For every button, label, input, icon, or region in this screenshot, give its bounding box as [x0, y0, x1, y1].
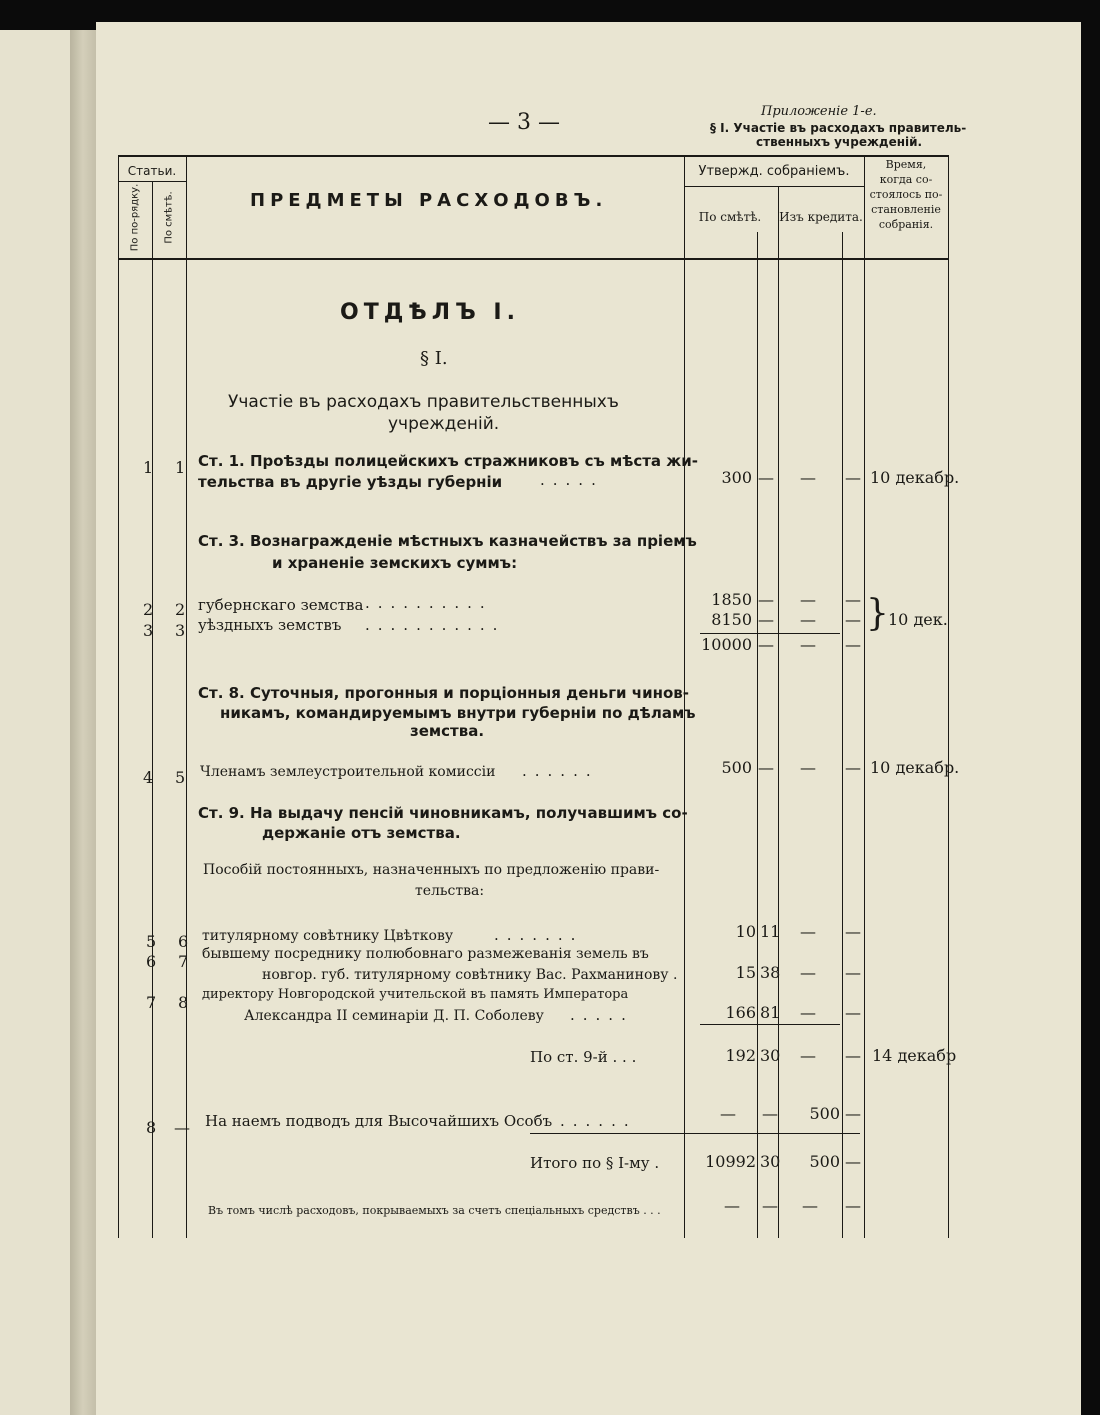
row-2-dash-2: —	[800, 590, 816, 609]
row-6-value: 15	[735, 963, 756, 982]
th-title: ПРЕДМЕТЫ РАСХОДОВЪ.	[250, 190, 608, 211]
row-8-dash-1: —	[720, 1104, 736, 1123]
vline-left	[118, 155, 119, 1238]
row-4-value: 500	[721, 758, 752, 777]
row-5-est: 6	[178, 932, 189, 951]
row-5-num: 5	[146, 932, 157, 951]
row-2-est: 2	[175, 600, 186, 619]
row-3-dash-2: —	[800, 610, 816, 629]
table-header-rule	[118, 258, 948, 260]
row-4-dash-3: —	[845, 758, 861, 777]
pos-text-2: тельства:	[415, 883, 485, 899]
subtotal-3-value: 10000	[701, 635, 752, 654]
st3-text-2: и храненіе земскихъ суммъ:	[272, 554, 518, 572]
st9-text-1: Ст. 9. На выдачу пенсій чиновникамъ, получавшимъ со-	[198, 804, 688, 822]
row-7-dash-1: —	[800, 1003, 816, 1022]
row-7-dash-3: —	[845, 1003, 861, 1022]
subtotal-3-dash-1: —	[758, 635, 774, 654]
th-time-2: когда со-	[879, 173, 933, 186]
row-6-text-2: новгор. губ. титулярному совѣтнику Вас. Рахманинову .	[262, 967, 678, 983]
row-2-text: губернскаго земства	[198, 596, 364, 614]
row-8-num: 8	[146, 1118, 157, 1137]
row-6-text-1: бывшему посреднику полюбовнаго размежеванія земель въ	[202, 946, 649, 962]
row-1-date: 10 декабр.	[870, 468, 960, 487]
row-1-dash-1: —	[758, 468, 774, 487]
book-gutter	[70, 30, 96, 1415]
total-9-value: 192	[725, 1046, 756, 1065]
row-1-dots: .....	[540, 471, 604, 489]
st3-text-1: Ст. 3. Вознагражденіе мѣстныхъ казначействъ за пріемъ	[198, 532, 697, 550]
row-2-num: 2	[143, 600, 154, 619]
vline-kop1	[757, 232, 758, 1238]
st9-text-2: держаніе отъ земства.	[262, 824, 461, 842]
total-9-dash-1: —	[800, 1046, 816, 1065]
th-from-credit: Изъ кредита.	[779, 210, 863, 224]
total-dash-3: —	[845, 1152, 861, 1171]
pos-text-1: Пособій постоянныхъ, назначенныхъ по предложенію прави-	[203, 862, 660, 878]
row-5-dash-1: —	[800, 922, 816, 941]
row-2-dots: ..........	[365, 594, 493, 612]
vline-kop2	[842, 232, 843, 1238]
total-9-dash-3: —	[845, 1046, 861, 1065]
row-7-kop: 81	[760, 1003, 781, 1022]
row-3-est: 3	[175, 621, 186, 640]
vline-col2	[186, 155, 187, 1238]
row-7-num: 7	[146, 993, 157, 1012]
total-label: Итого по § I-му .	[530, 1154, 660, 1172]
section-subtitle-1: Участіе въ расходахъ правительственныхъ	[228, 392, 619, 412]
row-7-text-2: Александра II семинаріи Д. П. Соболеву	[244, 1008, 544, 1024]
vline-time	[864, 155, 865, 1238]
special-dash-2: —	[762, 1196, 778, 1215]
special-dash-4: —	[845, 1196, 861, 1215]
row-1-value: 300	[721, 468, 752, 487]
th-time-3: стоялось по-	[869, 188, 943, 201]
row-1-text-1: Ст. 1. Проѣзды полицейскихъ стражниковъ съ мѣста жи-	[198, 452, 698, 470]
row-4-est: 5	[175, 768, 186, 787]
section-paragraph: § I.	[420, 348, 448, 369]
st8-text-1: Ст. 8. Суточныя, прогонныя и порціонныя деньги чинов-	[198, 684, 689, 702]
row-1-est: 1	[175, 458, 186, 477]
row-1-dash-3: —	[845, 468, 861, 487]
row-8-dash-3: —	[845, 1104, 861, 1123]
row-2-dash-3: —	[845, 590, 861, 609]
th-time-4: становленіе	[871, 203, 941, 216]
row-6-est: 7	[178, 952, 189, 971]
total-kop: 30	[760, 1152, 781, 1171]
th-by-estimate: По смѣтѣ.	[163, 191, 175, 244]
th-by-order: По по-рядку.	[129, 183, 141, 252]
vline-credit	[778, 186, 779, 1238]
row-6-num: 6	[146, 952, 157, 971]
section-subtitle-2: учрежденій.	[388, 414, 500, 434]
row-8-dash-2: —	[762, 1104, 778, 1123]
row-4-dash-2: —	[800, 758, 816, 777]
subtotal-3-rule	[700, 633, 840, 634]
brace: }	[866, 593, 889, 634]
row-4-num: 4	[143, 768, 154, 787]
row-7-value: 166	[725, 1003, 756, 1022]
appendix-label: Приложеніе 1-е.	[761, 104, 877, 119]
total-9-rule	[700, 1024, 840, 1025]
st8-text-3: земства.	[410, 722, 485, 740]
table-top-rule	[118, 155, 948, 157]
row-7-est: 8	[178, 993, 189, 1012]
vline-col1	[152, 181, 153, 1238]
row-7-text-1: директору Новгородской учительской въ память Императора	[202, 987, 629, 1002]
row-6-dash-3: —	[845, 963, 861, 982]
row-4-date: 10 декабр.	[870, 758, 960, 777]
row-7-dots: .....	[570, 1006, 634, 1024]
th-time-5: собранія.	[878, 218, 934, 231]
special-text: Въ томъ числѣ расходовъ, покрываемыхъ за счетъ спеціальныхъ средствъ . . .	[208, 1204, 661, 1217]
row-6-dash-1: —	[800, 963, 816, 982]
total-9-kop: 30	[760, 1046, 781, 1065]
row-1-text-2: тельства въ другіе уѣзды губерніи	[198, 473, 503, 491]
row-1-num: 1	[143, 458, 154, 477]
row-3-dash-3: —	[845, 610, 861, 629]
left-page-edge	[0, 30, 70, 1415]
vline-right	[948, 155, 949, 1238]
row-5-text: титулярному совѣтнику Цвѣткову	[202, 928, 454, 944]
section-title: ОТДѢЛЪ I.	[340, 300, 520, 325]
row-3-date: 10 дек.	[888, 610, 948, 629]
st8-text-2: никамъ, командируемымъ внутри губерніи по дѣламъ	[220, 704, 696, 722]
row-3-value: 8150	[711, 610, 752, 629]
row-5-value: 10	[735, 922, 756, 941]
special-dash-1: —	[724, 1196, 740, 1215]
row-4-dots: ......	[522, 762, 599, 780]
header-line-2: § I. Участіе въ расходахъ правитель-	[710, 121, 967, 135]
total-9-date: 14 декабр	[872, 1046, 957, 1065]
row-5-dash-3: —	[845, 922, 861, 941]
subtotal-3-dash-2: —	[800, 635, 816, 654]
th-by-smeta: По смѣтѣ.	[698, 210, 762, 224]
approved-rule	[684, 186, 864, 187]
th-articles: Статьи.	[127, 164, 177, 178]
subtotal-3-dash-3: —	[845, 635, 861, 654]
total-credit: 500	[809, 1152, 840, 1171]
row-8-value: 500	[809, 1104, 840, 1123]
th-approved: Утвержд. собраніемъ.	[698, 164, 850, 179]
row-3-text: уѣздныхъ земствъ	[198, 616, 342, 634]
row-1-dash-2: —	[800, 468, 816, 487]
row-3-dash-1: —	[758, 610, 774, 629]
row-3-num: 3	[143, 621, 154, 640]
total-rule	[530, 1133, 860, 1134]
total-value: 10992	[705, 1152, 756, 1171]
special-dash-3: —	[802, 1196, 818, 1215]
th-time-1: Время,	[885, 158, 927, 171]
row-8-dots: ......	[560, 1112, 637, 1130]
row-2-value: 1850	[711, 590, 752, 609]
row-8-est: —	[174, 1118, 190, 1137]
total-9-label: По ст. 9-й . . .	[530, 1048, 637, 1066]
row-4-dash-1: —	[758, 758, 774, 777]
row-8-text: На наемъ подводъ для Высочайшихъ Особъ	[205, 1112, 553, 1130]
row-2-dash-1: —	[758, 590, 774, 609]
row-6-kop: 38	[760, 963, 781, 982]
page-number: — 3 —	[488, 110, 560, 135]
row-5-dots: .......	[494, 926, 584, 944]
header-line-3: ственныхъ учрежденій.	[756, 135, 923, 149]
row-4-text: Членамъ землеустроительной комиссіи	[200, 764, 496, 780]
row-3-dots: ...........	[365, 616, 506, 634]
row-5-kop: 11	[760, 922, 781, 941]
